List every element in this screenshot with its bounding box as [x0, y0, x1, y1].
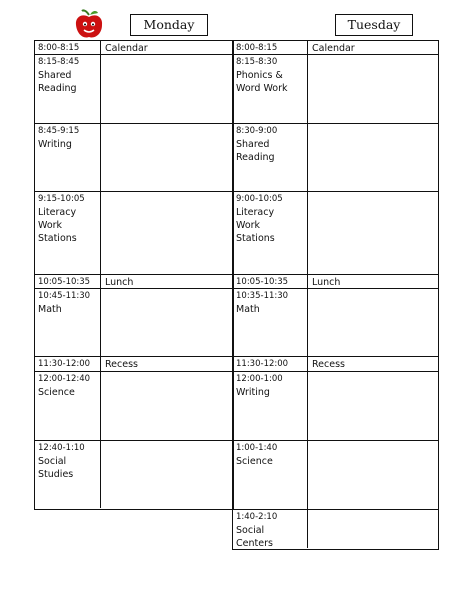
- schedule-row: [233, 55, 438, 124]
- time-slot: 12:00-1:00 Writing: [233, 372, 308, 440]
- activity-cell: [308, 192, 438, 274]
- activity-cell: [308, 124, 438, 191]
- activity-cell: [101, 124, 233, 191]
- activity-cell: [101, 372, 233, 440]
- schedule-row: [35, 124, 233, 192]
- activity-cell: [308, 55, 438, 123]
- time-slot: 8:15-8:30 Phonics & Word Work: [233, 55, 308, 123]
- schedule-row: [35, 275, 233, 289]
- schedule-row: [233, 510, 438, 548]
- activity-cell: Recess: [105, 359, 138, 370]
- time-slot: 12:40-1:10 Social Studies: [35, 441, 101, 508]
- time-slot: 8:00-8:15: [35, 41, 101, 54]
- schedule-row: [35, 289, 233, 357]
- time-slot: 8:30-9:00 Shared Reading: [233, 124, 308, 191]
- time-slot: 10:05-10:35: [233, 275, 308, 288]
- time-slot: 10:35-11:30 Math: [233, 289, 308, 356]
- schedule-row: [233, 41, 438, 55]
- schedule-row: [35, 55, 233, 124]
- activity-cell: [101, 192, 233, 274]
- schedule-row: [233, 124, 438, 192]
- apple-icon: [72, 8, 106, 40]
- schedule-row: [35, 357, 233, 372]
- time-slot: 8:45-9:15 Writing: [35, 124, 101, 191]
- schedule-row: [233, 275, 438, 289]
- activity-cell: [308, 372, 438, 440]
- activity-cell: [101, 441, 233, 508]
- time-slot: 1:00-1:40 Science: [233, 441, 308, 509]
- activity-cell: Recess: [312, 359, 345, 370]
- time-slot: 10:45-11:30 Math: [35, 289, 101, 356]
- activity-cell: [308, 289, 438, 356]
- time-slot: 11:30-12:00: [35, 357, 101, 371]
- day-header-tuesday: Tuesday: [335, 14, 413, 36]
- day-header-monday: Monday: [130, 14, 208, 36]
- time-slot: 11:30-12:00: [233, 357, 308, 371]
- schedule-column-monday: [34, 40, 234, 510]
- activity-cell: [101, 55, 233, 123]
- schedule-row: [233, 192, 438, 275]
- schedule-row: [35, 192, 233, 275]
- activity-cell: [101, 289, 233, 356]
- schedule-row: [233, 357, 438, 372]
- time-slot: 1:40-2:10 Social Centers: [233, 510, 308, 548]
- schedule-row: [233, 289, 438, 357]
- schedule-row: [233, 372, 438, 441]
- activity-cell: Lunch: [105, 277, 134, 288]
- time-slot: 12:00-12:40 Science: [35, 372, 101, 440]
- schedule-row: [233, 441, 438, 510]
- time-slot: 10:05-10:35: [35, 275, 101, 288]
- schedule-row: [35, 372, 233, 441]
- activity-cell: Calendar: [105, 43, 148, 54]
- schedule-row: [35, 41, 233, 55]
- activity-cell: Calendar: [312, 43, 355, 54]
- activity-cell: [308, 510, 438, 548]
- activity-cell: [308, 441, 438, 509]
- time-slot: 9:00-10:05 Literacy Work Stations: [233, 192, 308, 274]
- schedule-column-tuesday: [232, 40, 439, 550]
- schedule-row: [35, 441, 233, 508]
- activity-cell: Lunch: [312, 277, 341, 288]
- time-slot: 9:15-10:05 Literacy Work Stations: [35, 192, 101, 274]
- time-slot: 8:15-8:45 Shared Reading: [35, 55, 101, 123]
- time-slot: 8:00-8:15: [233, 41, 308, 54]
